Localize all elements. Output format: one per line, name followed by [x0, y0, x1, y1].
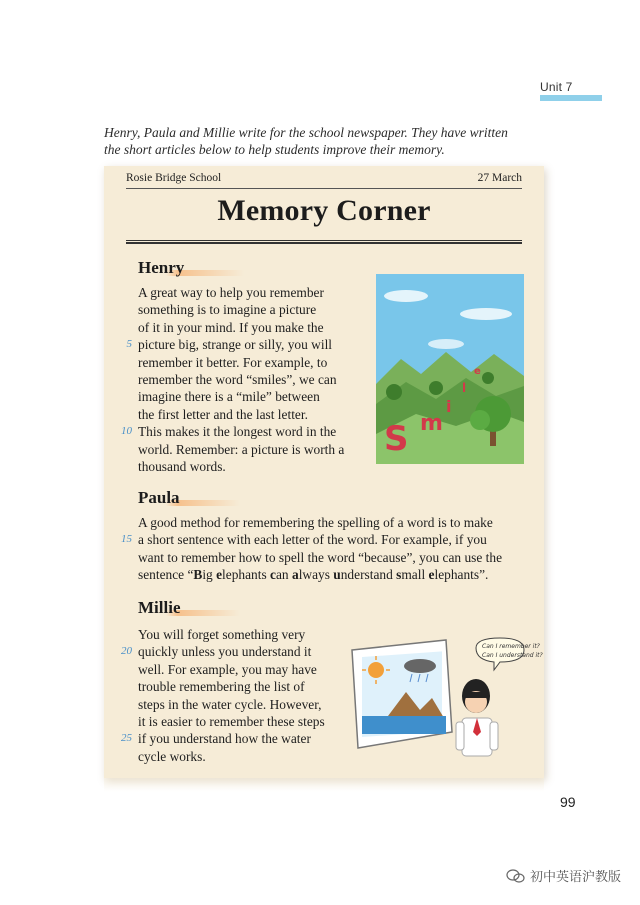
initial-letter: B: [193, 567, 203, 583]
masthead-rule: [126, 188, 522, 189]
article-line: A great way to help you remember: [138, 285, 324, 300]
line-number: 10: [121, 425, 132, 438]
line-number: 5: [126, 338, 132, 351]
smiles-letter-e: e: [474, 366, 481, 377]
article-line: something is to imagine a picture: [138, 302, 317, 318]
article-line: of it in your mind. If you make the: [138, 319, 324, 335]
masthead: [126, 172, 522, 184]
section-heading-henry: Henry: [138, 258, 244, 278]
sentence-text: mall: [401, 567, 429, 583]
article-line: it is easier to remember these steps: [138, 714, 325, 730]
intro-line: the short articles below to help students improve their memory.: [104, 142, 445, 157]
school-name: Rosie Bridge School: [126, 172, 222, 184]
sentence-text: lephants”.: [434, 567, 489, 583]
initial-letter: u: [333, 567, 341, 583]
speech-bubble-line: Can I remember it?: [482, 643, 540, 650]
article-line: [121, 643, 325, 660]
line-number: 15: [121, 533, 132, 546]
article-line: steps in the water cycle. However,: [138, 696, 322, 712]
initial-letter: a: [291, 567, 299, 583]
smiles-letter-m: m: [420, 411, 443, 436]
article-line: well. For example, you may have: [138, 661, 317, 677]
line-text: quickly unless you understand it: [138, 644, 312, 660]
article-line: the first letter and the last letter.: [138, 406, 308, 422]
sentence-text: lephants: [222, 567, 271, 583]
water-cycle-illustration: [348, 636, 543, 761]
speech-bubble-line: Can I understand it?: [482, 652, 543, 659]
initial-letter: e: [428, 567, 435, 583]
section-heading-millie: Millie: [138, 598, 240, 618]
article-line: A good method for remembering the spelling of a word is to make: [138, 515, 493, 530]
paula-article: [121, 514, 503, 584]
issue-date: 27 March: [477, 172, 522, 184]
article-line: remember it better. For example, to: [138, 354, 328, 370]
article-line: thousand words.: [138, 459, 226, 475]
millie-article: [121, 626, 325, 765]
wechat-icon: [506, 869, 526, 883]
sentence-text: sentence “: [138, 567, 194, 583]
newspaper-title: Memory Corner: [217, 194, 431, 227]
line-number: 25: [121, 732, 132, 745]
sentence-text: lways: [298, 567, 334, 583]
intro-text: [104, 124, 544, 158]
initial-letter: c: [270, 567, 276, 583]
article-line: [121, 423, 344, 440]
line-text: This makes it the longest word in the: [138, 424, 337, 440]
article-line: world. Remember: a picture is worth a: [138, 441, 345, 457]
section-heading-paula: Paula: [138, 488, 240, 508]
article-line: [126, 336, 344, 353]
unit-label: Unit 7: [540, 80, 602, 101]
sentence-text: ig: [202, 567, 217, 583]
article-line: trouble remembering the list of: [138, 679, 305, 695]
mnemonic-sentence: [138, 566, 502, 583]
line-text: a short sentence with each letter of the word. For example, if you: [138, 532, 487, 548]
smiles-mountain-illustration: [376, 274, 524, 464]
smiles-letter-l: l: [462, 381, 467, 395]
article-line: imagine there is a “mile” between: [138, 389, 320, 405]
sentence-text: nderstand: [340, 567, 397, 583]
initial-letter: s: [396, 567, 402, 583]
henry-article: [121, 284, 345, 475]
page-number: 99: [560, 794, 576, 810]
smiles-letter-s: S: [384, 419, 409, 459]
article-line: want to remember how to spell the word “because”, you can use the: [138, 549, 503, 565]
initial-letter: e: [216, 567, 223, 583]
article-line: remember the word “smiles”, we can: [138, 372, 337, 388]
article-line: cycle works.: [138, 748, 206, 764]
watermark: [506, 866, 621, 885]
article-line: [121, 531, 502, 548]
intro-line: Henry, Paula and Millie write for the school newspaper. They have written: [104, 125, 508, 140]
line-number: 20: [121, 645, 132, 658]
sentence-text: an: [275, 567, 292, 583]
line-text: if you understand how the water: [138, 731, 311, 747]
newspaper-page: [104, 166, 544, 778]
line-text: picture big, strange or silly, you will: [138, 337, 333, 353]
article-line: You will forget something very: [138, 627, 306, 642]
title-rule: [126, 240, 522, 244]
watermark-text: 初中英语沪教版: [530, 870, 622, 885]
smiles-letter-i: i: [446, 397, 452, 416]
article-line: [121, 730, 325, 747]
